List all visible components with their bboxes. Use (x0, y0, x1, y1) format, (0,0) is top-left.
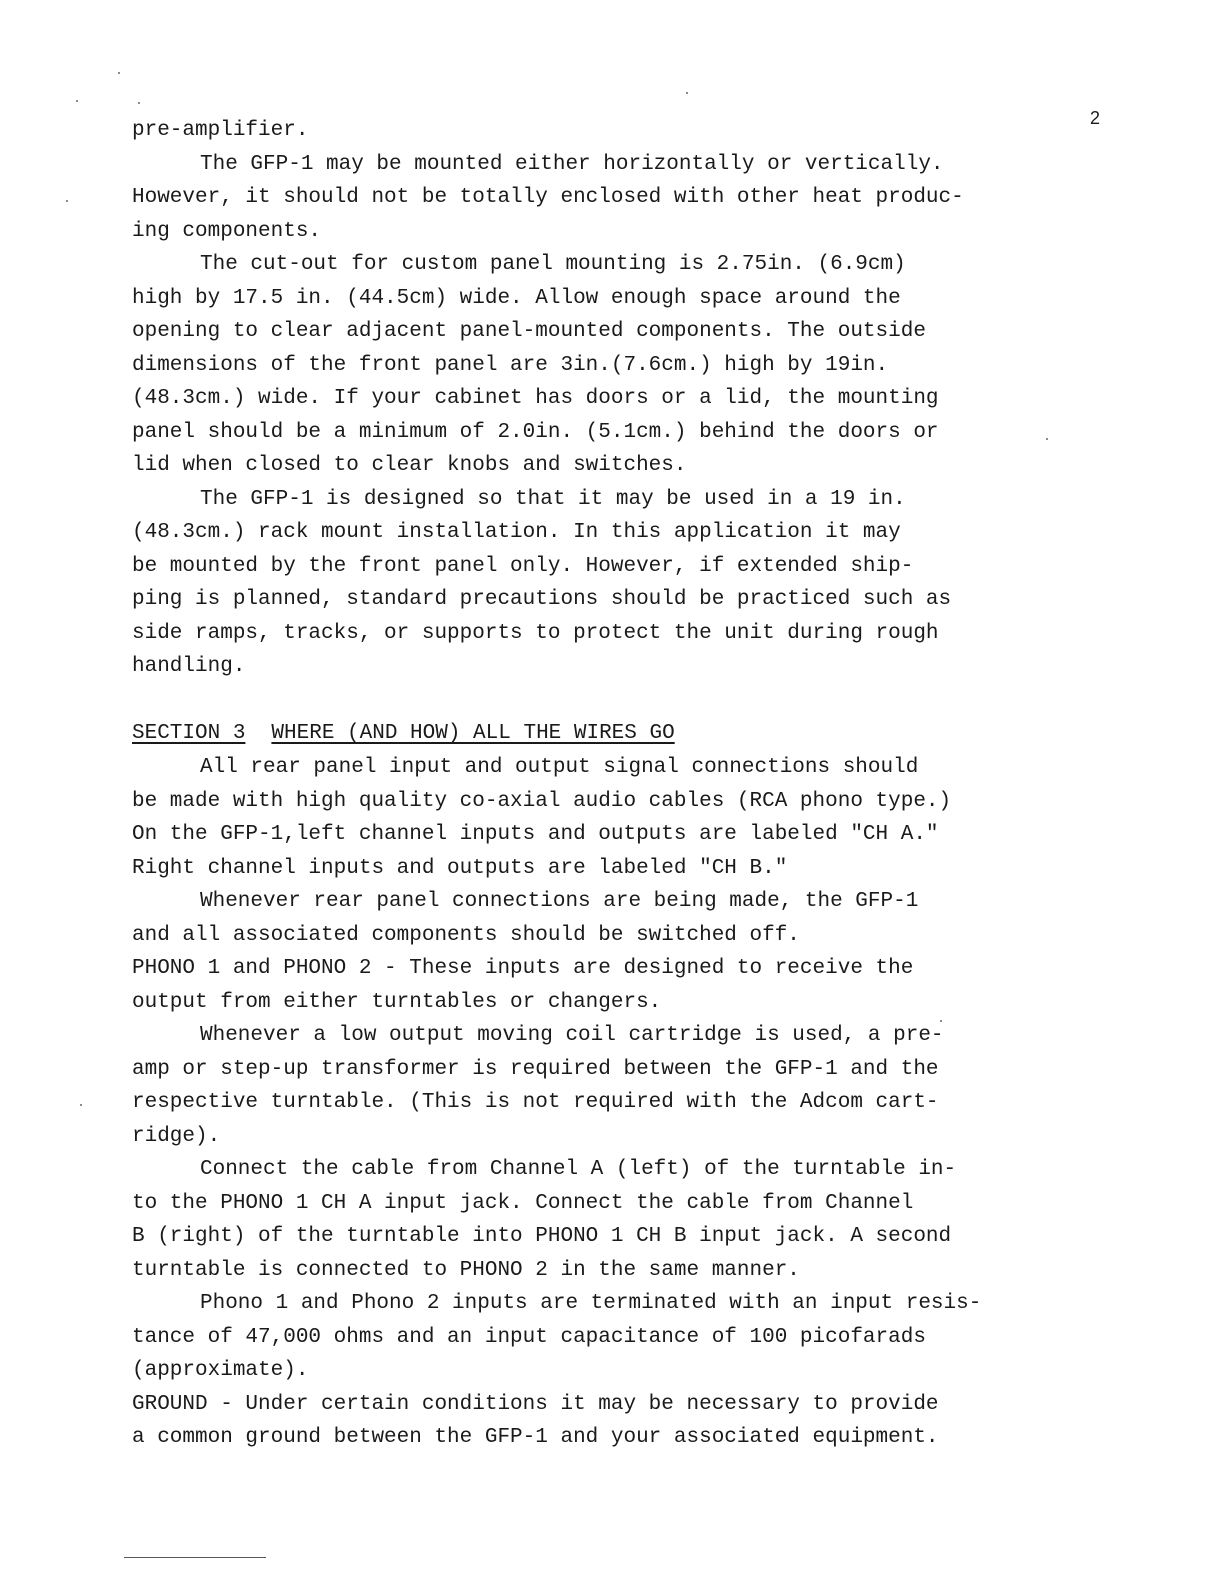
footer-rule (124, 1557, 266, 1558)
text-line: (48.3cm.) rack mount installation. In this application it may (132, 521, 901, 544)
scan-speck (1046, 438, 1048, 440)
text-line: be made with high quality co-axial audio cables (RCA phono type.) (132, 789, 952, 813)
text-line: ridge). (132, 1124, 221, 1148)
text-line: ing components. (132, 219, 322, 243)
scan-speck (66, 200, 68, 202)
text-line: panel should be a minimum of 2.0in. (5.1cm.) behind the doors or (132, 420, 939, 444)
text-line: dimensions of the front panel are 3in.(7.6cm.) high by 19in. (132, 353, 889, 377)
text-line: Phono 1 and Phono 2 inputs are terminated with an input resis- (200, 1292, 982, 1315)
text-line: PHONO 1 and PHONO 2 - These inputs are designed to receive the (132, 957, 914, 980)
text-line: All rear panel input and output signal connections should (200, 756, 919, 779)
text-line: (48.3cm.) wide. If your cabinet has doors or a lid, the mounting (132, 387, 939, 410)
text-line: B (right) of the turntable into PHONO 1 CH B input jack. A second (132, 1225, 952, 1248)
scan-speck (686, 92, 688, 94)
body-text (132, 114, 1052, 1455)
text-line: On the GFP-1,left channel inputs and outputs are labeled "CH A." (132, 823, 939, 846)
section-heading (132, 717, 1052, 751)
scan-speck (118, 72, 120, 74)
text-line: The GFP-1 may be mounted either horizontally or vertically. (200, 152, 944, 176)
text-line: Connect the cable from Channel A (left) of the turntable in- (200, 1158, 957, 1181)
text-line: opening to clear adjacent panel-mounted components. The outside (132, 320, 926, 343)
text-line: Whenever rear panel connections are being made, the GFP-1 (200, 890, 919, 913)
text-line: The cut-out for custom panel mounting is 2.75in. (6.9cm) (200, 253, 906, 276)
text-line: ping is planned, standard precautions should be practiced such as (132, 588, 952, 611)
text-line: pre-amplifier. (132, 119, 309, 142)
text-line: to the PHONO 1 CH A input jack. Connect the cable from Channel (132, 1191, 914, 1215)
spacer (132, 684, 1052, 718)
text-line: lid when closed to clear knobs and switches. (132, 454, 687, 477)
text-line: respective turntable. (This is not required with the Adcom cart- (132, 1091, 939, 1114)
text-line: The GFP-1 is designed so that it may be used in a 19 in. (200, 487, 906, 511)
text-line: be mounted by the front panel only. However, if extended ship- (132, 554, 914, 578)
text-line: Whenever a low output moving coil cartridge is used, a pre- (200, 1024, 944, 1047)
scan-speck (138, 102, 140, 104)
text-line: handling. (132, 655, 246, 678)
section-number: SECTION 3 (132, 722, 246, 745)
scan-speck (80, 1104, 82, 1106)
section-title: WHERE (AND HOW) ALL THE WIRES GO (271, 722, 675, 745)
scan-speck (76, 100, 78, 102)
text-line: turntable is connected to PHONO 2 in the same manner. (132, 1258, 800, 1282)
section-paragraphs (132, 751, 1052, 1455)
text-line: amp or step-up transformer is required between the GFP-1 and the (132, 1057, 939, 1081)
scan-speck (940, 1020, 942, 1022)
text-line: and all associated components should be switched off. (132, 923, 800, 947)
text-line: GROUND - Under certain conditions it may be necessary to provide (132, 1392, 939, 1416)
text-line: tance of 47,000 ohms and an input capacitance of 100 picofarads (132, 1325, 926, 1349)
text-line: (approximate). (132, 1359, 309, 1382)
text-line: However, it should not be totally enclosed with other heat produc- (132, 186, 964, 209)
text-line: output from either turntables or changers. (132, 990, 662, 1014)
pre-section-paragraphs (132, 114, 1052, 684)
text-line: side ramps, tracks, or supports to protect the unit during rough (132, 621, 939, 645)
text-line: high by 17.5 in. (44.5cm) wide. Allow enough space around the (132, 286, 901, 310)
text-line: a common ground between the GFP-1 and your associated equipment. (132, 1426, 939, 1449)
page-number: 2 (1090, 108, 1101, 128)
text-line: Right channel inputs and outputs are labeled "CH B." (132, 856, 788, 880)
